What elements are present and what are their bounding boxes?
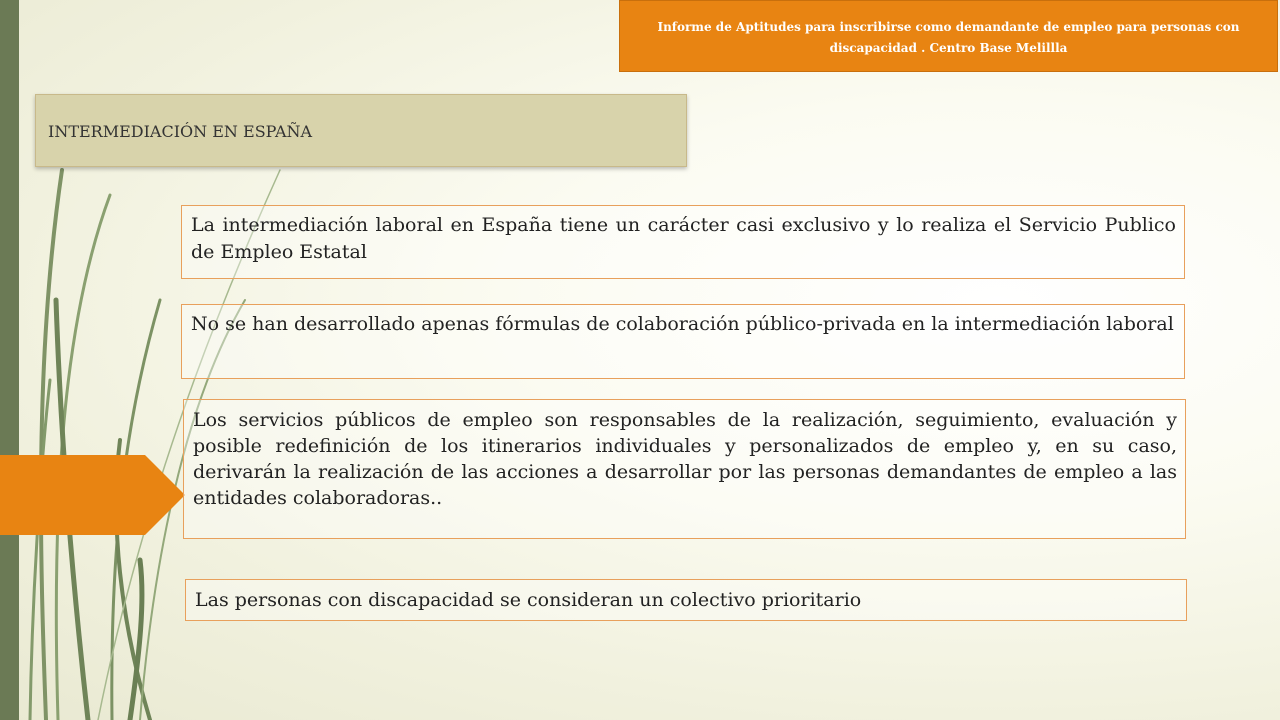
point-public-employment-services: Los servicios públicos de empleo son responsables de la realización, seguimiento, evaluación y posible redefinición de los itinerarios individuales y personalizados de empleo y, en su caso, derivarán la realización de las acciones a desarrollar por las personas demandantes de empleo a las entidades colaboradoras.. <box>183 399 1186 539</box>
point-public-private-collaboration: No se han desarrollado apenas fórmulas de colaboración público-privada en la intermediación laboral <box>181 304 1185 379</box>
point-exclusive-intermediation: La intermediación laboral en España tiene un carácter casi exclusivo y lo realiza el Servicio Publico de Empleo Estatal <box>181 205 1185 279</box>
left-accent-bar <box>0 0 19 720</box>
section-title: INTERMEDIACIÓN EN ESPAÑA <box>35 94 687 167</box>
report-header-banner: Informe de Aptitudes para inscribirse como demandante de empleo para personas con discapacidad . Centro Base Melillla <box>619 0 1278 72</box>
point-priority-group: Las personas con discapacidad se consideran un colectivo prioritario <box>185 579 1187 621</box>
orange-arrow-shape <box>0 455 185 535</box>
